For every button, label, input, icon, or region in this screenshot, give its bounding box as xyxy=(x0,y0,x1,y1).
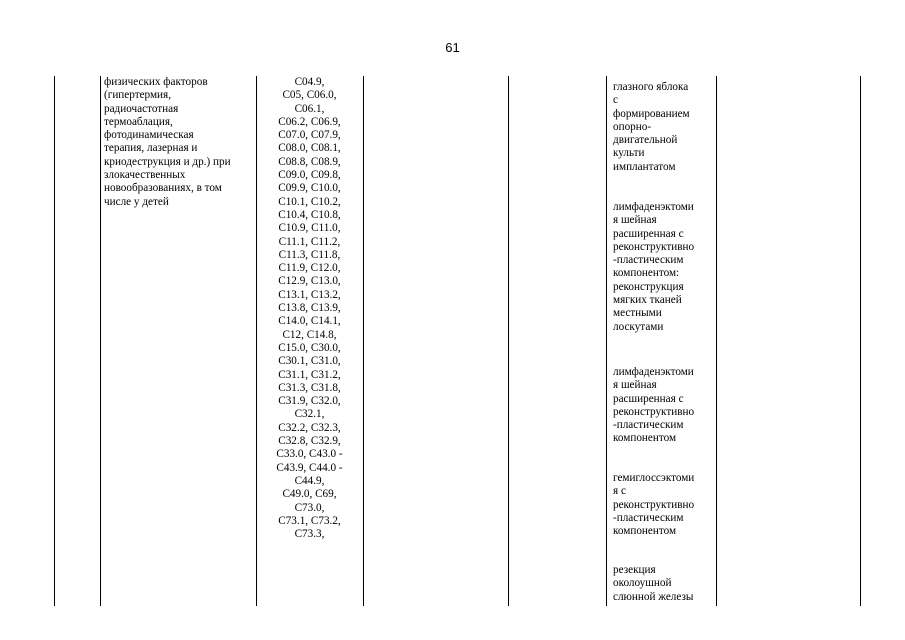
code-line: C12.9, C13.0, xyxy=(278,275,341,288)
operation-line: имплантатом xyxy=(613,160,676,173)
code-line: C32.1, xyxy=(294,408,325,421)
operation-line: расширенная с xyxy=(613,392,684,405)
operation-eyeball xyxy=(613,81,690,174)
operation-line: глазного яблока xyxy=(613,81,689,93)
operation-line: двигательной xyxy=(613,134,678,147)
operation-line: опорно- xyxy=(613,120,652,133)
description-line: новообразованиях, в том xyxy=(104,182,222,195)
operation-line: я с xyxy=(613,485,626,498)
operation-line: я шейная xyxy=(613,379,657,392)
operation-line: мягких тканей xyxy=(613,294,682,307)
operation-line: околоушной xyxy=(613,577,672,590)
operation-line: -пластическим xyxy=(613,419,684,432)
description-line: физических факторов xyxy=(104,76,208,88)
operation-line: с xyxy=(613,94,618,107)
operation-line: компонентом xyxy=(613,525,677,538)
description-line: (гипертермия, xyxy=(104,89,171,102)
operation-line: расширенная с xyxy=(613,227,684,240)
code-line: C10.4, C10.8, xyxy=(278,208,341,221)
column-divider-3 xyxy=(363,76,364,606)
code-line: C06.2, C06.9, xyxy=(278,115,341,128)
description-line: радиочастотная xyxy=(104,102,179,115)
code-line: C09.0, C09.8, xyxy=(278,169,341,182)
code-line: C30.1, C31.0, xyxy=(278,355,341,368)
description-line: фотодинамическая xyxy=(104,129,194,142)
code-line: C11.9, C12.0, xyxy=(278,262,341,275)
column-divider-6 xyxy=(716,76,717,606)
operation-line: реконструктивно xyxy=(613,240,695,253)
operation-line: реконструкция xyxy=(613,280,684,293)
code-line: C31.9, C32.0, xyxy=(278,395,341,408)
operation-line: компонентом: xyxy=(613,267,680,280)
code-line: C09.9, C10.0, xyxy=(278,182,341,195)
description-line: числе у детей xyxy=(104,195,169,208)
operation-line: культи xyxy=(613,147,645,160)
operation-line: я шейная xyxy=(613,214,657,227)
code-line: C04.9, xyxy=(294,76,325,88)
column-divider-4 xyxy=(508,76,509,606)
table-border-right xyxy=(860,76,861,606)
code-line: C32.2, C32.3, xyxy=(278,421,341,434)
code-line: C73.0, xyxy=(294,501,325,514)
code-line: C44.9, xyxy=(294,474,325,487)
operation-line: лоскутами xyxy=(613,320,664,333)
code-line: C31.1, C31.2, xyxy=(278,368,341,381)
icd-codes xyxy=(256,76,363,541)
code-line: C73.1, C73.2, xyxy=(278,514,341,527)
operation-line: гемиглоссэктоми xyxy=(613,472,695,484)
description-line: злокачественных xyxy=(104,169,186,182)
operation-line: -пластическим xyxy=(613,511,684,524)
operation-line: слюнной железы xyxy=(613,590,694,603)
operation-line: местными xyxy=(613,307,662,320)
code-line: C10.9, C11.0, xyxy=(278,222,341,235)
code-line: C06.1, xyxy=(294,102,325,115)
table-border-left xyxy=(54,76,55,606)
code-line: C13.1, C13.2, xyxy=(278,288,341,301)
column-divider-1 xyxy=(100,76,101,606)
code-line: C07.0, C07.9, xyxy=(278,129,341,142)
description-line: криодеструкция и др.) при xyxy=(104,155,231,168)
operation-line: реконструктивно xyxy=(613,498,695,511)
code-line: C43.9, C44.0 - xyxy=(276,461,343,474)
code-line: C32.8, C32.9, xyxy=(278,435,341,448)
operation-line: -пластическим xyxy=(613,254,684,267)
page-number: 61 xyxy=(445,40,460,55)
operation-line: формированием xyxy=(613,107,690,120)
code-line: C73.3, xyxy=(294,528,325,541)
operation-line: лимфаденэктоми xyxy=(613,366,694,378)
code-line: C12, C14.8, xyxy=(282,328,337,341)
code-line: C08.8, C08.9, xyxy=(278,155,341,168)
treatment-description xyxy=(104,76,231,209)
description-line: терапия, лазерная и xyxy=(104,142,198,155)
code-line: C13.8, C13.9, xyxy=(278,302,341,315)
code-line: C08.0, C08.1, xyxy=(278,142,341,155)
operation-line: компонентом xyxy=(613,432,677,445)
operation-line: резекция xyxy=(613,564,656,576)
code-line: C10.1, C10.2, xyxy=(278,195,341,208)
operation-parotid-resection xyxy=(613,564,693,604)
code-line: C11.3, C11.8, xyxy=(278,248,341,261)
code-line: C33.0, C43.0 - xyxy=(276,448,343,461)
operation-hemiglossectomy xyxy=(613,472,694,538)
code-line: C14.0, C14.1, xyxy=(278,315,341,328)
code-line: C49.0, C69, xyxy=(282,488,337,501)
operation-line: реконструктивно xyxy=(613,405,695,418)
code-line: C15.0, C30.0, xyxy=(278,341,341,354)
operation-line: лимфаденэктоми xyxy=(613,201,694,213)
column-divider-5 xyxy=(606,76,607,606)
description-line: термоаблация, xyxy=(104,115,173,128)
code-line: C11.1, C11.2, xyxy=(278,235,341,248)
code-line: C31.3, C31.8, xyxy=(278,381,341,394)
operation-lymphadenectomy xyxy=(613,366,694,446)
operation-lymphadenectomy-local-flaps xyxy=(613,201,694,334)
code-line: C05, C06.0, xyxy=(282,89,337,102)
